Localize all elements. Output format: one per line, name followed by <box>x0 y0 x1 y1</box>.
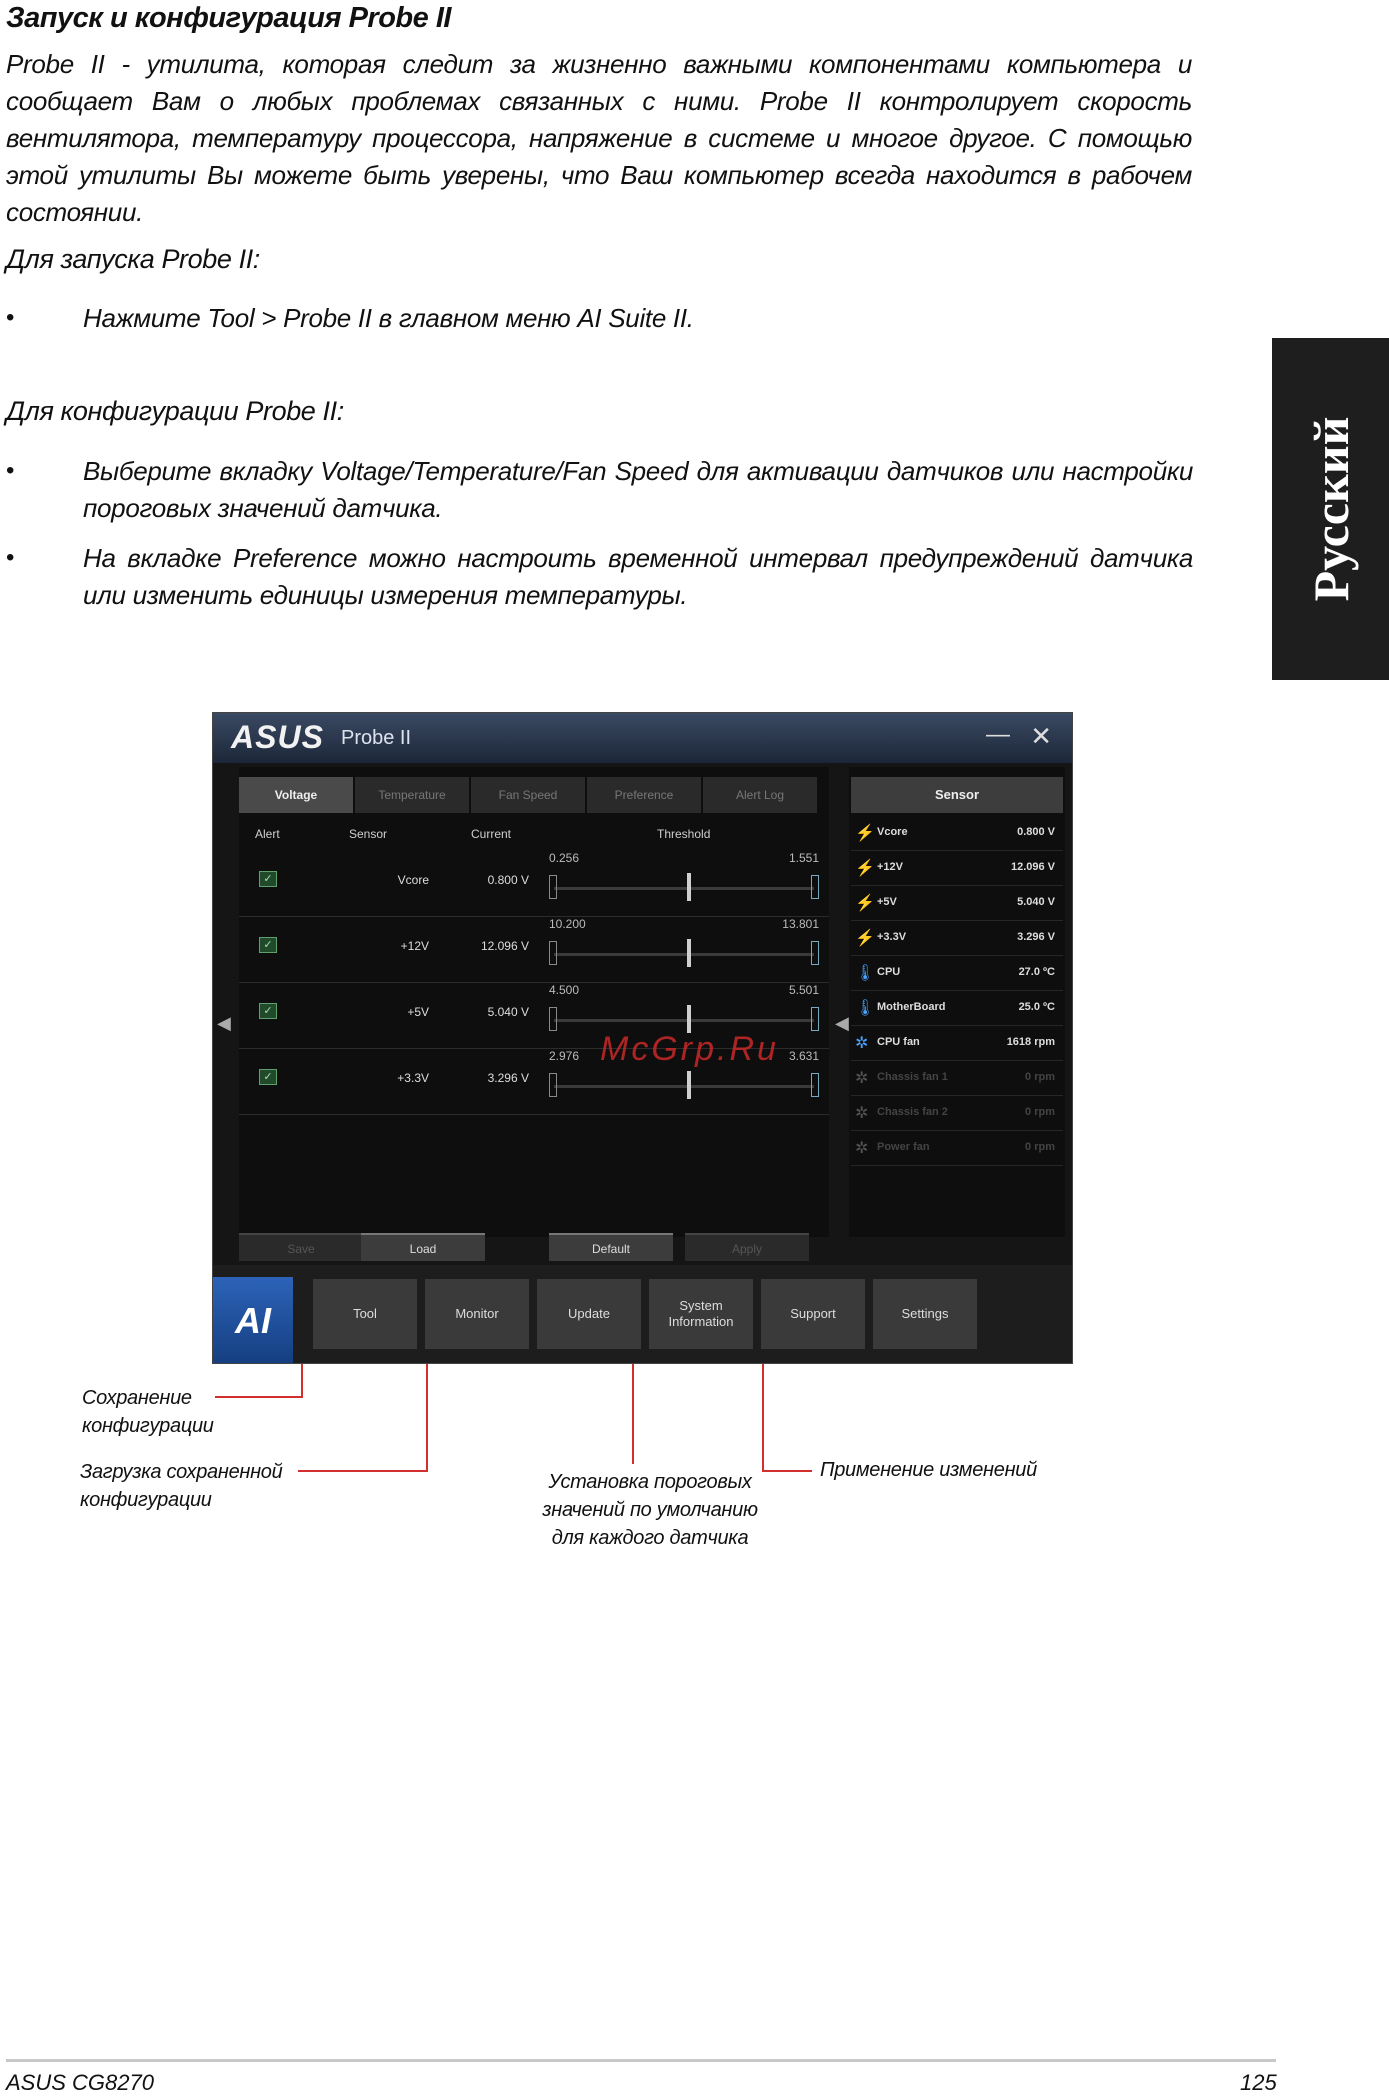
callout-load: Загрузка сохраненной конфигурации <box>80 1461 283 1511</box>
sensor-label: +5V <box>877 896 897 908</box>
threshold-slider[interactable] <box>554 1019 814 1022</box>
callout-save: Сохранение конфигурации <box>82 1387 214 1437</box>
low-handle[interactable] <box>549 1073 557 1097</box>
threshold-high: 3.631 <box>788 1049 819 1063</box>
threshold-slider[interactable] <box>554 1085 814 1088</box>
callout-apply: Применение изменений <box>820 1459 1037 1481</box>
dock-system-information-button[interactable]: System Information <box>649 1279 753 1349</box>
high-handle[interactable] <box>811 1073 819 1097</box>
run-bullet: Нажмите Tool > Probe II в главном меню AI Suite II. <box>83 303 694 333</box>
current-marker <box>687 873 691 901</box>
thermometer-icon: 🌡 <box>855 965 876 982</box>
threshold-high: 5.501 <box>788 983 819 997</box>
threshold-low: 2.976 <box>549 1049 580 1063</box>
sensor-row <box>851 1062 1063 1096</box>
sensor-reading: 3.296 V <box>1017 931 1055 943</box>
threshold-high: 13.801 <box>782 917 819 931</box>
callout-line-apply <box>762 1470 812 1472</box>
sensor-label: CPU fan <box>877 1036 920 1048</box>
voltage-icon: ⚡ <box>855 825 875 842</box>
sensor-name: +5V <box>407 1005 429 1019</box>
fan-icon: ✲ <box>855 1070 869 1087</box>
high-handle[interactable] <box>811 941 819 965</box>
callout-line-save <box>215 1396 303 1398</box>
minimize-icon[interactable]: — <box>986 721 1010 748</box>
sensor-row <box>851 992 1063 1026</box>
callout-line-default <box>632 1364 634 1464</box>
threshold-low: 4.500 <box>549 983 580 997</box>
voltage-row <box>239 917 829 983</box>
sensor-name: +12V <box>400 939 429 953</box>
threshold-high: 1.551 <box>788 851 819 865</box>
tab-preference[interactable]: Preference <box>587 777 701 813</box>
column-threshold: Threshold <box>657 827 711 841</box>
callout-line-load <box>298 1470 428 1472</box>
tab-temperature[interactable]: Temperature <box>355 777 469 813</box>
sensor-row <box>851 852 1063 886</box>
tab-voltage[interactable]: Voltage <box>239 777 353 813</box>
save-button[interactable]: Save <box>239 1233 363 1261</box>
window-title: Probe II <box>341 727 412 749</box>
sensor-row <box>851 1132 1063 1166</box>
collapse-left-icon[interactable]: ◀ <box>217 1013 231 1033</box>
threshold-low: 10.200 <box>549 917 586 931</box>
current-marker <box>687 1071 691 1099</box>
dock-settings-button[interactable]: Settings <box>873 1279 977 1349</box>
high-handle[interactable] <box>811 875 819 899</box>
default-button[interactable]: Default <box>549 1233 673 1261</box>
bullet-marker: • <box>6 457 15 484</box>
callout-line-apply <box>762 1364 764 1472</box>
fan-icon: ✲ <box>855 1140 869 1157</box>
title-bar <box>213 713 1072 763</box>
voltage-icon: ⚡ <box>855 860 875 877</box>
voltage-icon: ⚡ <box>855 930 875 947</box>
sensor-name: Vcore <box>397 873 429 887</box>
sensor-row <box>851 1097 1063 1131</box>
action-bar <box>239 1233 829 1265</box>
sensor-reading: 27.0 ºC <box>1018 966 1055 978</box>
sensor-row <box>851 922 1063 956</box>
voltage-panel <box>239 767 829 1237</box>
voltage-icon: ⚡ <box>855 895 875 912</box>
sensor-label: MotherBoard <box>877 1001 946 1013</box>
sensor-label: CPU <box>877 966 901 978</box>
tab-strip <box>239 777 817 813</box>
sensor-label: Chassis fan 1 <box>877 1071 948 1083</box>
config-bullet: На вкладке Preference можно настроить временной интервал предупреждений датчика или изменить единицы измерения температуры. <box>83 543 1193 610</box>
dock-tool-button[interactable]: Tool <box>313 1279 417 1349</box>
low-handle[interactable] <box>549 941 557 965</box>
sensor-label: Power fan <box>877 1141 930 1153</box>
sensor-row <box>851 957 1063 991</box>
sensor-reading: 0.800 V <box>1017 826 1055 838</box>
threshold-slider[interactable] <box>554 953 814 956</box>
callout-line-load <box>426 1364 428 1472</box>
bullet-marker: • <box>6 544 15 571</box>
alert-checkbox[interactable]: ✓ <box>259 1069 277 1085</box>
sensor-reading: 25.0 ºC <box>1018 1001 1055 1013</box>
sensor-label: Chassis fan 2 <box>877 1106 948 1118</box>
language-tab <box>1272 338 1389 680</box>
sensor-reading: 0 rpm <box>1025 1071 1055 1083</box>
sensor-reading: 5.040 V <box>1017 896 1055 908</box>
page-number: 125 <box>1240 2070 1277 2095</box>
ai-suite-dock <box>213 1265 1072 1364</box>
sensor-panel-header: Sensor <box>851 777 1063 813</box>
low-handle[interactable] <box>549 875 557 899</box>
current-value: 3.296 V <box>487 1071 529 1085</box>
collapse-sensor-icon[interactable]: ◀ <box>835 1013 849 1033</box>
column-alert: Alert <box>255 827 280 841</box>
config-heading: Для конфигурации Probe II: <box>6 396 344 426</box>
footer-divider <box>6 2059 1276 2062</box>
close-icon[interactable]: ✕ <box>1030 721 1052 751</box>
sensor-reading: 1618 rpm <box>1006 1036 1055 1048</box>
asus-logo: ASUS <box>231 719 324 755</box>
callout-default: Установка пороговых значений по умолчанию для каждого датчика <box>542 1471 758 1549</box>
current-value: 0.800 V <box>487 873 529 887</box>
dock-monitor-button[interactable]: Monitor <box>425 1279 529 1349</box>
threshold-low: 0.256 <box>549 851 580 865</box>
run-heading: Для запуска Probe II: <box>6 244 260 274</box>
thermometer-icon: 🌡 <box>855 1000 876 1017</box>
fan-icon: ✲ <box>855 1035 869 1052</box>
threshold-slider[interactable] <box>554 887 814 890</box>
intro-paragraph: Probe II - утилита, которая следит за жизненно важными компонентами компьютера и сообщает Вам о любых проблемах связанных с ними. Probe II контролирует скорость вентилятора, температуру процессора, напряжение в системе и многое другое. С помощью этой утилиты Вы можете быть уверены, что Ваш компьютер всегда находится в рабочем состоянии. <box>6 49 1192 227</box>
apply-button[interactable]: Apply <box>685 1233 809 1261</box>
sensor-row <box>851 817 1063 851</box>
config-bullet: Выберите вкладку Voltage/Temperature/Fan Speed для активации датчиков или настройки пороговых значений датчика. <box>83 456 1193 523</box>
dock-update-button[interactable]: Update <box>537 1279 641 1349</box>
load-button[interactable]: Load <box>361 1233 485 1261</box>
voltage-row <box>239 851 829 917</box>
tab-alert-log[interactable]: Alert Log <box>703 777 817 813</box>
sensor-row <box>851 887 1063 921</box>
footer-model: ASUS CG8270 <box>6 2070 154 2095</box>
bullet-marker: • <box>6 304 15 331</box>
watermark: McGrp.Ru <box>600 1030 779 1068</box>
sensor-label: Vcore <box>877 826 908 838</box>
sensor-panel <box>849 767 1065 1237</box>
tab-fan-speed[interactable]: Fan Speed <box>471 777 585 813</box>
sensor-reading: 0 rpm <box>1025 1106 1055 1118</box>
callout-line-save <box>301 1364 303 1398</box>
dock-support-button[interactable]: Support <box>761 1279 865 1349</box>
low-handle[interactable] <box>549 1007 557 1031</box>
sensor-reading: 0 rpm <box>1025 1141 1055 1153</box>
alert-checkbox[interactable]: ✓ <box>259 937 277 953</box>
current-value: 5.040 V <box>487 1005 529 1019</box>
sensor-label: +12V <box>877 861 903 873</box>
ai-suite-logo[interactable]: AI <box>213 1277 293 1364</box>
sensor-label: +3.3V <box>877 931 907 943</box>
column-current: Current <box>471 827 512 841</box>
page-title: Запуск и конфигурация Probe II <box>6 2 451 34</box>
sensor-reading: 12.096 V <box>1010 861 1055 873</box>
alert-checkbox[interactable]: ✓ <box>259 871 277 887</box>
sensor-name: +3.3V <box>397 1071 429 1085</box>
sensor-row <box>851 1027 1063 1061</box>
column-sensor: Sensor <box>349 827 388 841</box>
alert-checkbox[interactable]: ✓ <box>259 1003 277 1019</box>
current-marker <box>687 939 691 967</box>
high-handle[interactable] <box>811 1007 819 1031</box>
current-marker <box>687 1005 691 1033</box>
language-label: Русский <box>1302 416 1359 602</box>
current-value: 12.096 V <box>480 939 529 953</box>
fan-icon: ✲ <box>855 1105 869 1122</box>
